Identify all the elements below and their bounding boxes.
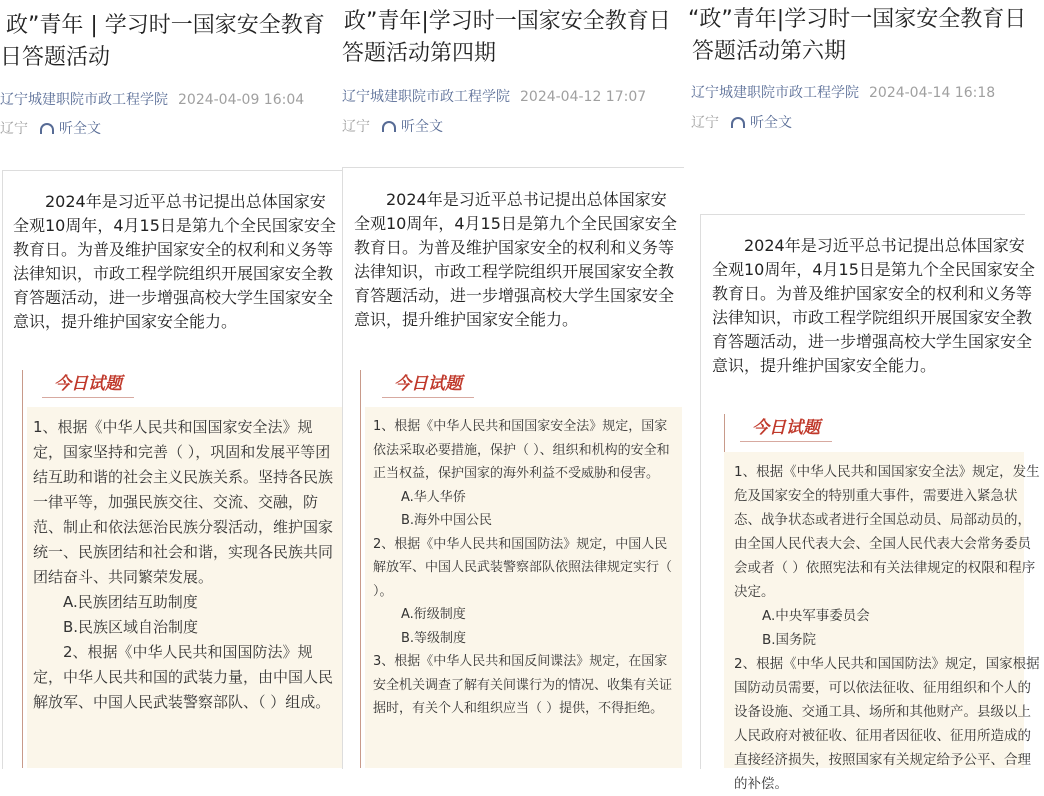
location-row — [342, 116, 443, 136]
location-label: 辽宁 — [0, 121, 28, 137]
title-line-1: 政”青年|学习时一国家安全教育日 — [344, 9, 671, 34]
title-line-2: 日答题活动 — [0, 45, 111, 70]
listen-label: 听全文 — [401, 119, 443, 135]
quiz-rule — [360, 370, 361, 768]
question-2: 2、根据《中华人民共和国国防法》规定，国家根据国防动员需要，可以依法征收、征用组织和个人的设备设施、交通工具、场所和其他财产。县级以上人民政府对被征收、征用者因征收、征用所造成的直接经济损失，按照国家有关规定给予公平、合理的补偿。 — [734, 656, 1040, 792]
title-line-1: “政”青年|学习时一国家安全教育日 — [688, 7, 1027, 32]
option-b: B.民族区域自治制度 — [63, 618, 199, 636]
publish-date: 2024-04-09 16:04 — [178, 92, 305, 108]
intro-paragraph: 2024年是习近平总书记提出总体国家安全观10周年，4月15日是第九个全民国家安全教育日。为普及维护国家安全的权利和义务等法律知识，市政工程学院组织开展国家安全教育答题活动，进一步增强高校大学生国家安全意识，提升维护国家安全能力。 — [354, 190, 677, 329]
headphones-icon — [382, 121, 396, 132]
quiz-box — [27, 407, 342, 768]
article-title[interactable] — [0, 10, 325, 74]
intro-paragraph: 2024年是习近平总书记提出总体国家安全观10周年，4月15日是第九个全民国家安全教育日。为普及维护国家安全的权利和义务等法律知识，市政工程学院组织开展国家安全教育答题活动，进一步增强高校大学生国家安全意识，提升维护国家安全能力。 — [712, 236, 1035, 375]
article-panel-3 — [684, 0, 1040, 792]
question-3: 3、根据《中华人民共和国反间谍法》规定，在国家安全机关调查了解有关间谍行为的情况、收集有关证据时，有关个人和组织应当（ ）提供，不得拒绝。 — [373, 654, 673, 716]
article-title[interactable] — [688, 4, 1026, 68]
option-b: B.等级制度 — [401, 630, 467, 646]
quiz-rule — [22, 370, 23, 768]
quiz-text — [27, 407, 342, 715]
title-line-2: 答题活动第四期 — [342, 41, 497, 66]
option-a: A.华人华侨 — [401, 489, 466, 505]
quiz-heading: 今日试题 — [382, 369, 474, 398]
headphones-icon — [40, 123, 54, 134]
intro-paragraph: 2024年是习近平总书记提出总体国家安全观10周年，4月15日是第九个全民国家安全教育日。为普及维护国家安全的权利和义务等法律知识，市政工程学院组织开展国家安全教育答题活动，进一步增强高校大学生国家安全意识，提升维护国家安全能力。 — [13, 192, 336, 331]
quiz-box — [724, 452, 1040, 792]
article-meta — [342, 86, 646, 106]
article-title[interactable] — [342, 6, 671, 70]
title-line-2: 答题活动第六期 — [692, 39, 847, 64]
quiz-heading: 今日试题 — [740, 413, 832, 442]
listen-button[interactable] — [40, 121, 101, 137]
author-link[interactable]: 辽宁城建职院市政工程学院 — [0, 92, 168, 108]
option-b: B.国务院 — [762, 632, 817, 648]
listen-button[interactable] — [382, 119, 443, 135]
title-line-1: 政”青年 | 学习时一国家安全教育 — [6, 13, 325, 38]
quiz-box — [365, 407, 682, 768]
location-label: 辽宁 — [691, 115, 719, 131]
article-intro — [712, 234, 1037, 378]
option-b: B.海外中国公民 — [401, 513, 493, 528]
option-a: A.民族团结互助制度 — [63, 593, 198, 611]
quiz-text — [365, 407, 682, 721]
author-link[interactable]: 辽宁城建职院市政工程学院 — [342, 89, 510, 105]
question-1: 1、根据《中华人民共和国国家安全法》规定，国家坚持和完善（ ），巩固和发展平等团结互助和谐的社会主义民族关系。坚持各民族一律平等，加强民族交往、交流、交融，防范、制止和依法惩治民族分裂活动，维护国家统一、民族团结和社会和谐，实现各民族共同团结奋斗、共同繁荣发展。 — [33, 418, 334, 586]
article-meta — [0, 89, 304, 109]
question-1: 1、根据《中华人民共和国国家安全法》规定，国家依法采取必要措施，保护（ ）、组织和机构的安全和正当权益，保护国家的海外利益不受威胁和侵害。 — [373, 419, 670, 481]
location-row — [691, 112, 792, 132]
question-2: 2、根据《中华人民共和国国防法》规定，中华人民共和国的武装力量，由中国人民解放军、中国人民武装警察部队、（ ）组成。 — [33, 643, 334, 711]
headphones-icon — [731, 117, 745, 128]
article-intro — [13, 190, 338, 334]
article-meta — [691, 82, 995, 102]
publish-date: 2024-04-14 16:18 — [869, 85, 996, 101]
option-a: A.中央军事委员会 — [762, 608, 870, 624]
article-panel-1 — [0, 0, 342, 768]
listen-button[interactable] — [731, 115, 792, 131]
article-panel-2 — [342, 0, 684, 768]
listen-label: 听全文 — [59, 121, 101, 137]
article-intro — [354, 188, 679, 332]
location-row — [0, 118, 101, 138]
quiz-heading: 今日试题 — [42, 369, 134, 398]
listen-label: 听全文 — [750, 115, 792, 131]
location-label: 辽宁 — [342, 119, 370, 135]
option-a: A.衔级制度 — [401, 607, 466, 622]
author-link[interactable]: 辽宁城建职院市政工程学院 — [691, 85, 859, 101]
quiz-text — [724, 452, 1044, 796]
question-1: 1、根据《中华人民共和国国家安全法》规定，发生危及国家安全的特别重大事件，需要进入紧急状态、战争状态或者进行全国总动员、局部动员的，由全国人民代表大会、全国人民代表大会常务委员会或者（ ）依照宪法和有关法律规定的权限和程序决定。 — [734, 464, 1040, 600]
question-2: 2、根据《中华人民共和国国防法》规定，中国人民解放军、中国人民武装警察部队依照法律规定实行（ ）。 — [373, 536, 673, 599]
publish-date: 2024-04-12 17:07 — [520, 89, 647, 105]
